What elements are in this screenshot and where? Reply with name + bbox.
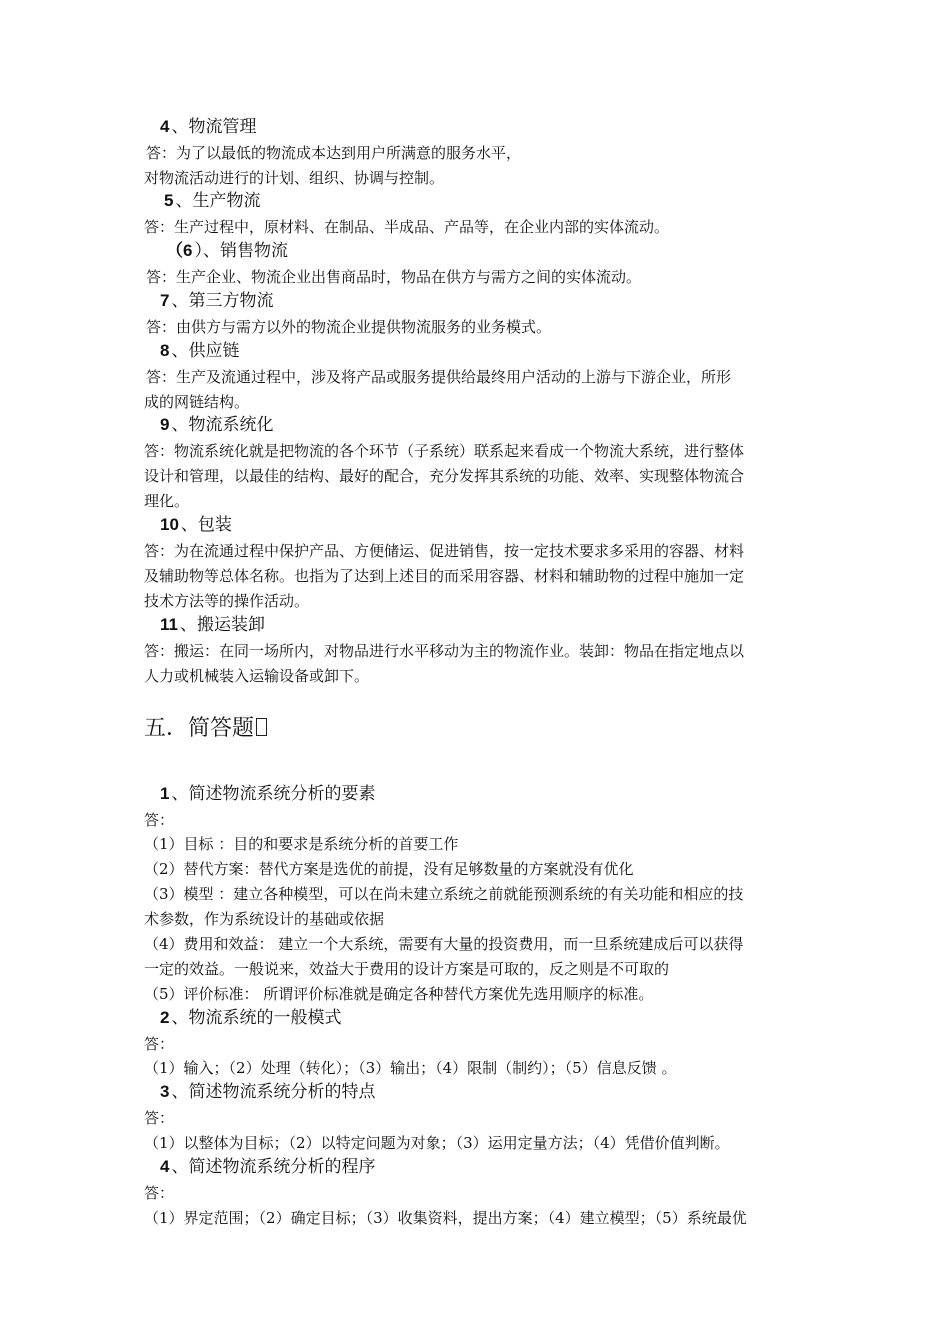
answer-line: 一定的效益。一般说来，效益大于费用的设计方案是可取的，反之则是不可取的 [144,960,670,978]
term-heading: 11 、搬运装卸 [160,615,265,635]
answer-line: 术参数，作为系统设计的基础或依据 [144,910,385,928]
term-heading: 4 、物流管理 [160,117,257,137]
term-heading: 7 、第三方物流 [160,291,274,311]
term-answer-line: 答：生产过程中，原材料、在制品、半成品、产品等，在企业内部的实体流动。 [144,218,670,236]
term-heading: 9 、物流系统化 [160,415,274,435]
term-answer-line: 及辅助物等总体名称。也指为了达到上述目的而采用容器、材料和辅助物的过程中施加一定 [144,567,745,585]
question-heading: 1 、简述物流系统分析的要素 [160,784,376,804]
answer-line: （1）目标 ：目的和要求是系统分析的首要工作 [144,835,459,853]
answer-line: 答： [144,1109,175,1127]
term-heading: （6 ）、销售物流 [166,241,288,261]
term-answer-line: 答：为在流通过程中保护产品、方便储运、促进销售，按一定技术要求多采用的容器、材料 [144,542,745,560]
term-answer-line: 答：生产企业、物流企业出售商品时，物品在供方与需方之间的实体流动。 [146,268,642,286]
answer-line: （1）以整体为目标；（2）以特定问题为对象；（3）运用定量方法；（4）凭借价值判断。 [144,1134,730,1152]
term-heading: 8 、供应链 [160,341,240,361]
answer-line: （1）输入；（2）处理（转化）；（3）输出；（4）限制（制约）；（5）信息反馈 。 [144,1059,677,1077]
term-answer-line: 技术方法等的操作活动。 [144,592,310,610]
term-answer-line: 答：由供方与需方以外的物流企业提供物流服务的业务模式。 [146,318,552,336]
missing-glyph-icon [256,718,267,736]
answer-line: （3）模型 ：建立各种模型，可以在尚未建立系统之前就能预测系统的有关功能和相应的技 [144,885,744,903]
term-answer-line: 人力或机械装入运输设备或卸下。 [144,667,370,685]
term-answer-line: 答：搬运：在同一场所内，对物品进行水平移动为主的物流作业。装卸：物品在指定地点以 [144,642,745,660]
term-answer-line: 成的网链结构。 [144,393,250,411]
answer-line: （5）评价标准： 所谓评价标准就是确定各种替代方案优先选用顺序的标准。 [144,985,654,1003]
section-heading: 五．简答题 [144,715,267,743]
question-heading: 2 、物流系统的一般模式 [160,1008,342,1028]
term-answer-line: 答：生产及流通过程中，涉及将产品或服务提供给最终用户活动的上游与下游企业，所形 [146,368,732,386]
term-answer-line: 对物流活动进行的计划、组织、协调与控制。 [144,169,445,187]
term-answer-line: 答：为了以最低的物流成本达到用户所满意的服务水平， [146,144,522,162]
answer-line: （4）费用和效益： 建立一个大系统，需要有大量的投资费用，而一旦系统建成后可以获得 [144,935,744,953]
answer-line: （1）界定范围；（2）确定目标；（3）收集资料，提出方案；（4）建立模型；（5）系统最优 [144,1209,747,1227]
term-heading: 5 、生产物流 [164,191,261,211]
question-heading: 3 、简述物流系统分析的特点 [160,1082,376,1102]
answer-line: （2）替代方案：替代方案是选优的前提，没有足够数量的方案就没有优化 [144,860,634,878]
term-answer-line: 理化。 [144,492,190,510]
question-heading: 4 、简述物流系统分析的程序 [160,1157,376,1177]
answer-line: 答： [144,1035,175,1053]
term-answer-line: 答：物流系统化就是把物流的各个环节（子系统）联系起来看成一个物流大系统，进行整体 [144,442,745,460]
term-heading: 10 、包装 [160,515,232,535]
term-answer-line: 设计和管理，以最佳的结构、最好的配合，充分发挥其系统的功能、效率、实现整体物流合 [144,467,745,485]
answer-line: 答： [144,811,175,829]
answer-line: 答： [144,1184,175,1202]
